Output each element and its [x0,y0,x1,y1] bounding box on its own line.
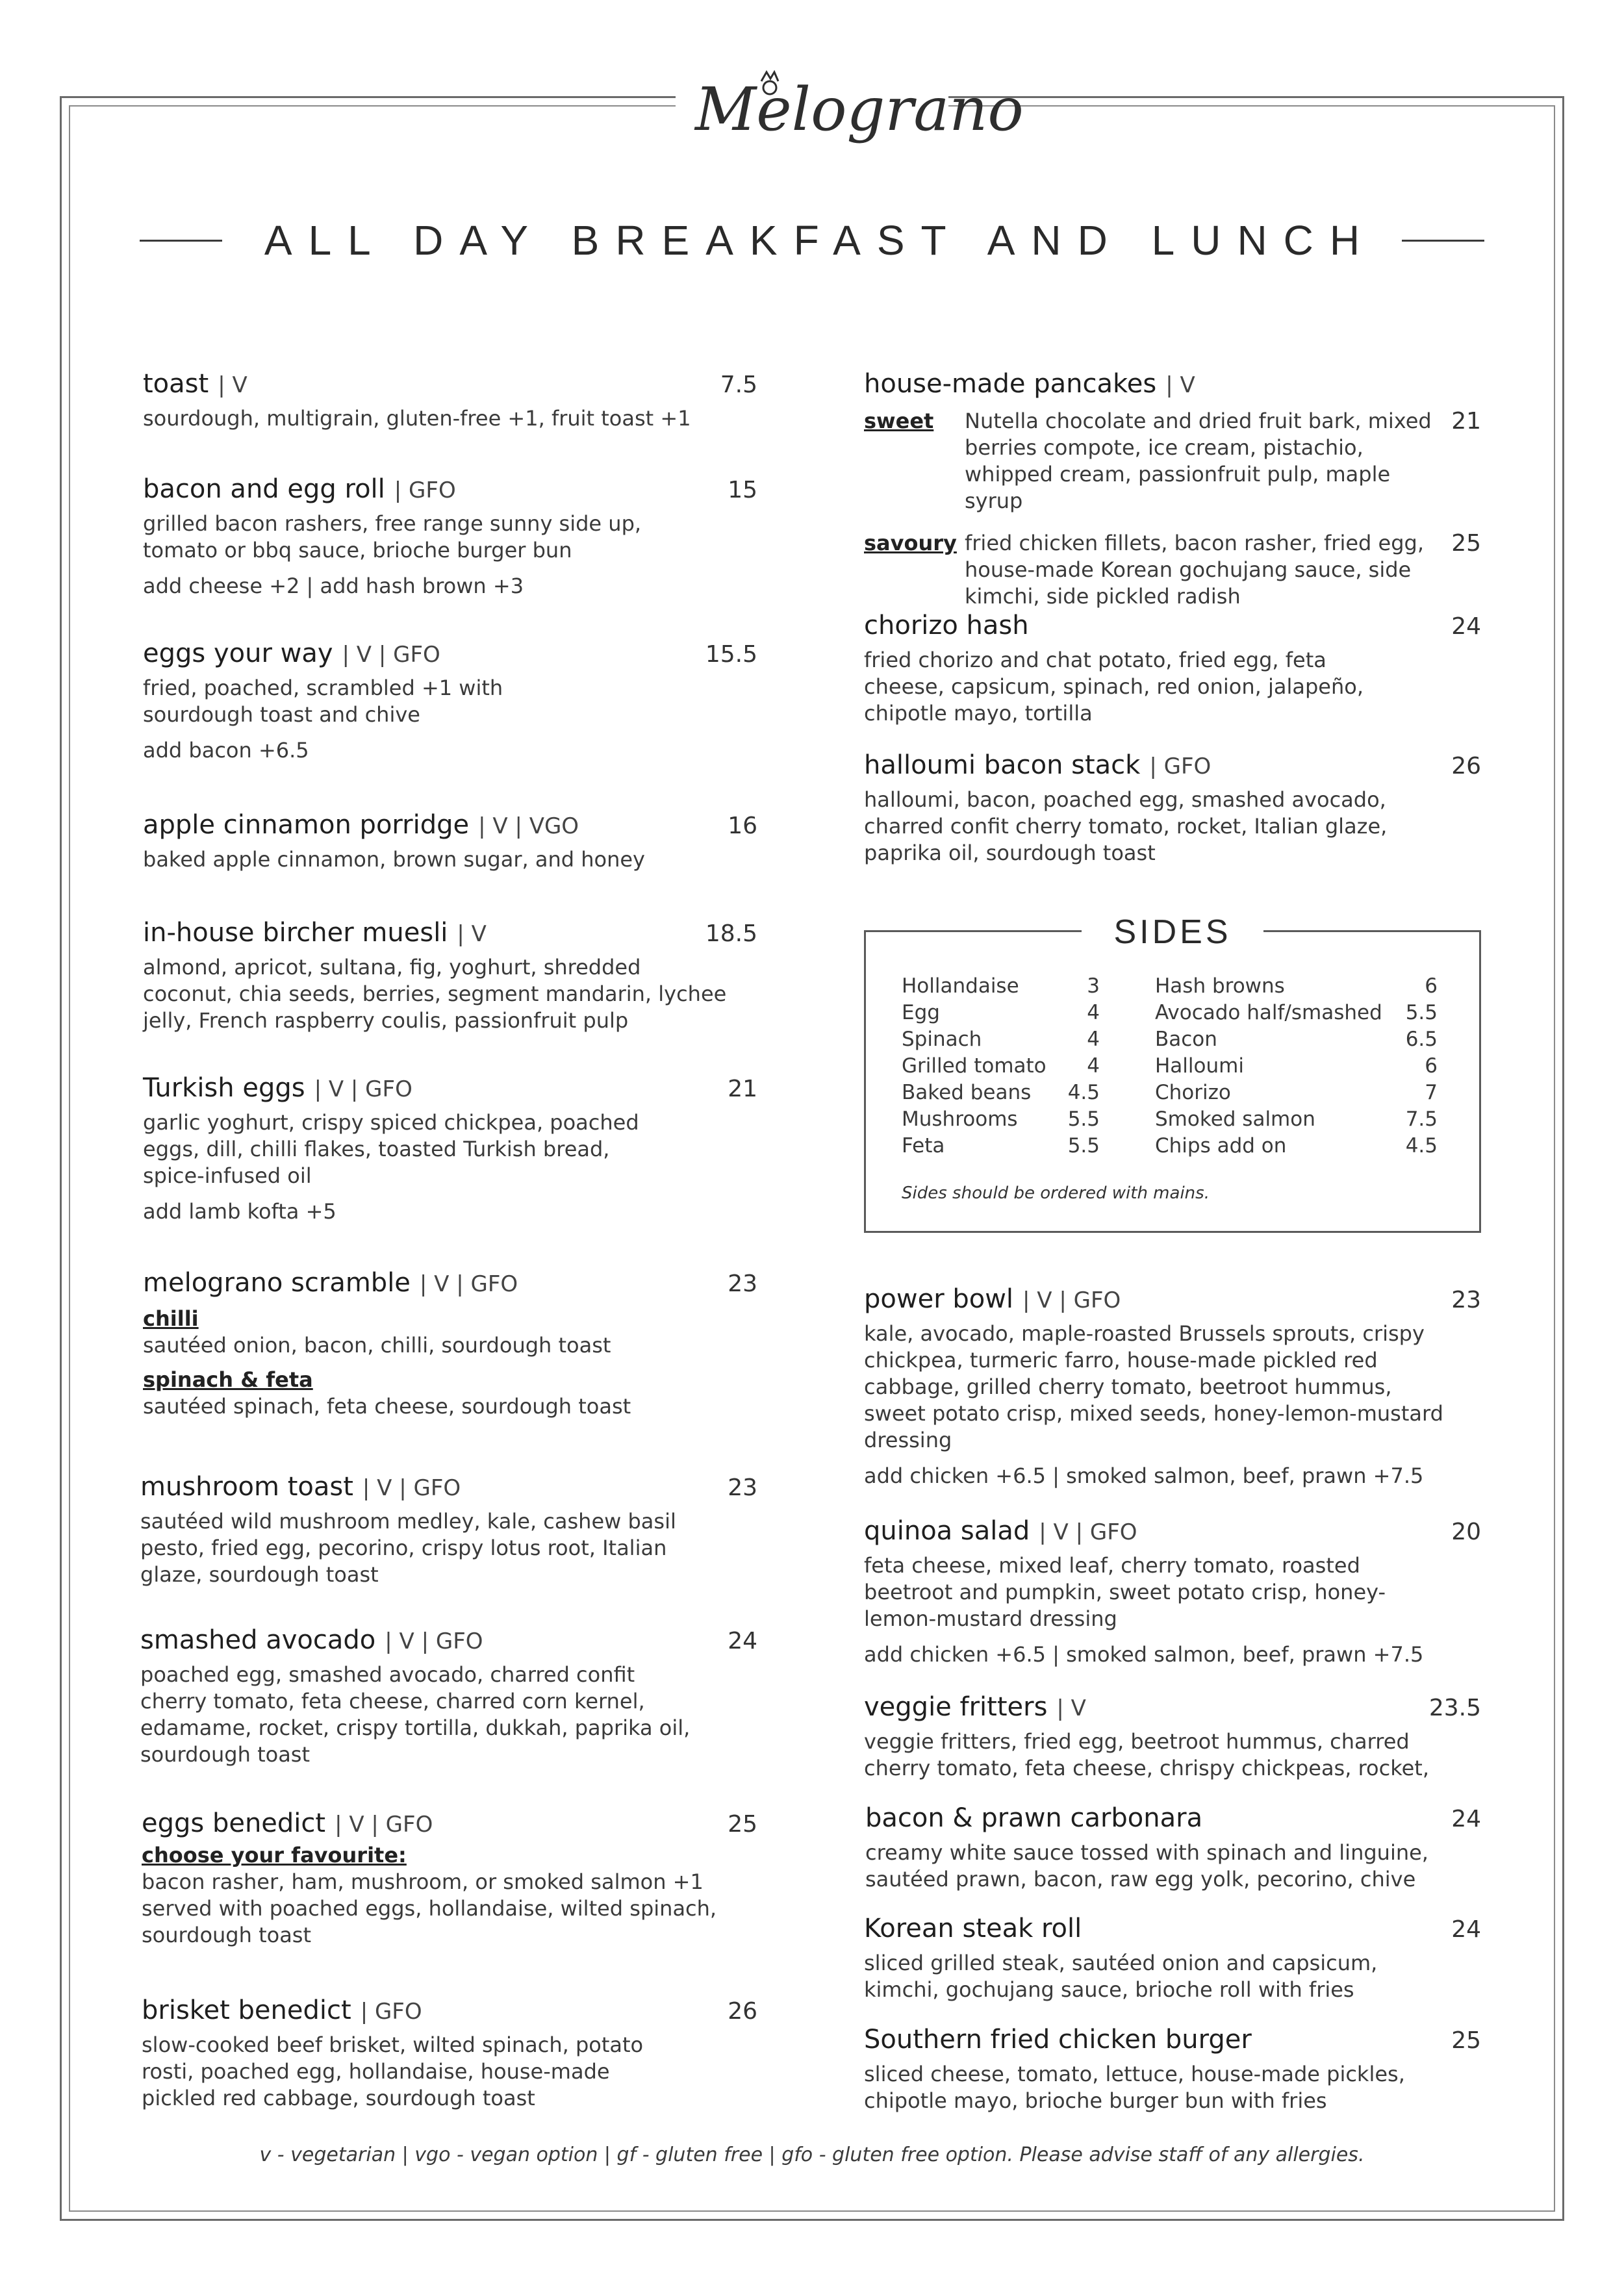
menu-item [864,1914,1481,2003]
item-price: 16 [728,813,757,839]
footer-legend: v - vegetarian | vgo - vegan option | gf - gluten free | gfo - gluten free option. Please advise staff of any allergies. [259,2144,1365,2166]
svg-text:Melograno: Melograno [695,75,1024,144]
item-desc: sliced grilled steak, sautéed onion and capsicum, kimchi, gochujang sauce, brioche roll with fries [864,1951,1378,2002]
item-desc: creamy white sauce tossed with spinach and linguine, sautéed prawn, bacon, raw egg yolk, pecorino, chive [865,1840,1428,1892]
menu-item [864,750,1481,867]
item-addon: add bacon +6.5 [143,738,309,763]
item-price: 25 [728,1811,757,1838]
item-price: 21 [728,1076,757,1102]
item-addon: add chicken +6.5 | smoked salmon, beef, prawn +7.5 [864,1642,1424,1667]
option-label: savoury [864,531,957,555]
side-item: Hash browns 6 [1155,974,1438,998]
item-price: 18.5 [705,920,757,947]
item-name: eggs your way [143,639,333,668]
menu-item [864,1692,1481,1782]
side-item: Egg 4 [902,1001,1100,1024]
item-tags: | V | VGO [478,813,579,839]
item-tags: | V | GFO [419,1271,518,1297]
item-desc: sautéed wild mushroom medley, kale, cashew basil pesto, fried egg, pecorino, crispy lotus root, Italian glaze, sourdough toast [140,1509,676,1587]
item-tags: | V | GFO [362,1475,461,1501]
item-desc: sourdough, multigrain, gluten-free +1, fruit toast +1 [143,406,691,431]
menu-item [140,1472,757,1588]
item-name: brisket benedict [142,1995,351,2025]
item-desc: halloumi, bacon, poached egg, smashed avocado, charred confit cherry tomato, rocket, Italian glaze, paprika oil, sourdough toast [864,787,1388,865]
item-price: 23 [728,1271,757,1297]
sides-list-right [1155,973,1438,1159]
option-price: 25 [1451,530,1481,557]
item-price: 23 [728,1474,757,1501]
option-desc: sautéed onion, bacon, chilli, sourdough toast [143,1333,611,1358]
pancake-option [864,408,1481,514]
item-price: 24 [1451,1806,1481,1832]
item-name: halloumi bacon stack [864,750,1141,780]
menu-item [142,1808,757,1949]
side-item: Chorizo 7 [1155,1081,1438,1104]
menu-item [143,1073,757,1225]
menu-item [864,1284,1481,1489]
sides-title: SIDES [1113,913,1232,951]
pancake-option [864,530,1481,610]
menu-item [864,611,1481,727]
menu-item [864,2025,1481,2114]
item-name: chorizo hash [864,611,1029,640]
item-name: eggs benedict [142,1808,326,1838]
item-tags: | V | GFO [385,1628,483,1654]
menu-item [143,810,757,873]
item-name: Southern fried chicken burger [864,2025,1252,2055]
item-name: melograno scramble [143,1268,411,1298]
item-desc: baked apple cinnamon, brown sugar, and honey [143,847,645,872]
option-desc: Nutella chocolate and dried fruit bark, mixed berries compote, ice cream, pistachio, whipped cream, passionfruit pulp, maple syrup [965,409,1432,513]
option-desc: bacon rasher, ham, mushroom, or smoked salmon +1 served with poached eggs, hollandaise, wilted spinach, sourdough toast [142,1869,717,1947]
item-name: quinoa salad [864,1516,1030,1546]
option-label: sweet [864,409,934,433]
item-desc: slow-cooked beef brisket, wilted spinach, potato rosti, poached egg, hollandaise, house-made pickled red cabbage, sourdough toast [142,2032,644,2110]
menu-item [143,474,757,600]
item-tags: | V [218,372,247,398]
sides-note: Sides should be ordered with mains. [902,1183,1210,1203]
item-tags: | V | GFO [335,1812,433,1838]
melograno-logo [689,62,1024,146]
side-item: Baked beans 4.5 [902,1081,1100,1104]
item-price: 15.5 [705,641,757,668]
side-item: Halloumi 6 [1155,1054,1438,1078]
title-rule-right [1402,240,1484,242]
side-item: Spinach 4 [902,1028,1100,1051]
item-name: smashed avocado [140,1625,376,1655]
side-item: Mushrooms 5.5 [902,1107,1100,1131]
side-item: Feta 5.5 [902,1134,1100,1158]
item-price: 23 [1451,1287,1481,1313]
item-tags: | V [1056,1695,1086,1721]
item-name: Korean steak roll [864,1914,1082,1943]
item-name: veggie fritters [864,1692,1048,1722]
item-name: bacon and egg roll [143,474,385,504]
sides-list-left [902,973,1100,1159]
option-price: 21 [1451,408,1481,435]
item-tags: | GFO [394,477,456,503]
option-desc: fried chicken fillets, bacon rasher, fried egg, house-made Korean gochujang sauce, side kimchi, side pickled radish [965,531,1424,609]
option-desc: sautéed spinach, feta cheese, sourdough toast [143,1394,631,1419]
item-price: 15 [728,477,757,503]
menu-item [143,918,757,1034]
side-item: Hollandaise 3 [902,974,1100,998]
item-tags: | V | GFO [342,642,440,668]
item-desc: fried, poached, scrambled +1 with sourdough toast and chive [143,676,503,727]
side-item: Smoked salmon 7.5 [1155,1107,1438,1131]
item-desc: grilled bacon rashers, free range sunny side up, tomato or bbq sauce, brioche burger bun [143,511,642,563]
item-price: 26 [728,1998,757,2025]
item-addon: add lamb kofta +5 [143,1199,336,1224]
menu-item-pancakes [864,369,1481,610]
item-desc: poached egg, smashed avocado, charred confit cherry tomato, feta cheese, charred corn kernel, edamame, rocket, crispy tortilla, dukkah, paprika oil, sourdough toast [140,1662,691,1767]
item-name: in-house bircher muesli [143,918,448,948]
item-addon: add chicken +6.5 | smoked salmon, beef, prawn +7.5 [864,1463,1424,1488]
item-tags: | V | GFO [1039,1519,1137,1545]
menu-item [140,1625,757,1768]
side-item: Chips add on 4.5 [1155,1134,1438,1158]
side-item: Bacon 6.5 [1155,1028,1438,1051]
menu-item [143,369,757,432]
item-price: 23.5 [1428,1695,1481,1721]
item-desc: veggie fritters, fried egg, beetroot hummus, charred cherry tomato, feta cheese, chrispy chickpeas, rocket, [864,1729,1429,1780]
item-name: Turkish eggs [143,1073,305,1103]
item-desc: fried chorizo and chat potato, fried egg, feta cheese, capsicum, spinach, red onion, jalapeño, chipotle mayo, tortilla [864,648,1364,726]
item-tags: | V | GFO [314,1076,412,1102]
item-name: bacon & prawn carbonara [865,1803,1203,1833]
menu-item [864,1516,1481,1668]
item-tags: | V | GFO [1022,1287,1121,1313]
title-rule-left [140,240,222,242]
item-addon: add cheese +2 | add hash brown +3 [143,574,524,598]
item-name: mushroom toast [140,1472,353,1502]
item-price: 25 [1451,2027,1481,2054]
item-name: power bowl [864,1284,1014,1314]
item-price: 24 [728,1628,757,1654]
item-price: 24 [1451,1916,1481,1943]
option-label: choose your favourite: [142,1843,407,1867]
menu-item [142,1995,757,2112]
menu-item [143,1268,757,1420]
item-tags: | GFO [360,1999,422,2025]
side-item: Grilled tomato 4 [902,1054,1100,1078]
option-label: chilli [143,1306,199,1331]
title-row [140,208,1484,273]
side-item: Avocado half/smashed 5.5 [1155,1001,1438,1024]
item-tags: | GFO [1149,753,1212,779]
menu-item [143,639,757,764]
item-price: 20 [1451,1519,1481,1545]
item-desc: sliced cheese, tomato, lettuce, house-made pickles, chipotle mayo, brioche burger bun with fries [864,2062,1405,2113]
item-price: 26 [1451,753,1481,779]
item-name: toast [143,369,209,399]
item-desc: almond, apricot, sultana, fig, yoghurt, shredded coconut, chia seeds, berries, segment mandarin, lychee jelly, French raspberry coulis, passionfruit pulp [143,955,727,1033]
item-name: house-made pancakes [864,369,1157,399]
item-tags: | V [1165,372,1195,398]
option-label: spinach & feta [143,1367,313,1392]
item-price: 7.5 [720,372,757,398]
item-desc: garlic yoghurt, crispy spiced chickpea, poached eggs, dill, chilli flakes, toasted Turkish bread, spice-infused oil [143,1110,639,1188]
item-desc: kale, avocado, maple-roasted Brussels sprouts, crispy chickpea, turmeric farro, house-made pickled red cabbage, grilled cherry tomato, beetroot hummus, sweet potato crisp, mixed seeds, honey-lemon-mustard dressing [864,1321,1443,1452]
item-desc: feta cheese, mixed leaf, cherry tomato, roasted beetroot and pumpkin, sweet potato crisp, honey-lemon-mustard dressing [864,1553,1386,1631]
item-tags: | V [457,921,487,947]
item-price: 24 [1451,613,1481,640]
menu-item [865,1803,1481,1893]
page-title: ALL DAY BREAKFAST AND LUNCH [264,217,1377,264]
item-name: apple cinnamon porridge [143,810,470,840]
